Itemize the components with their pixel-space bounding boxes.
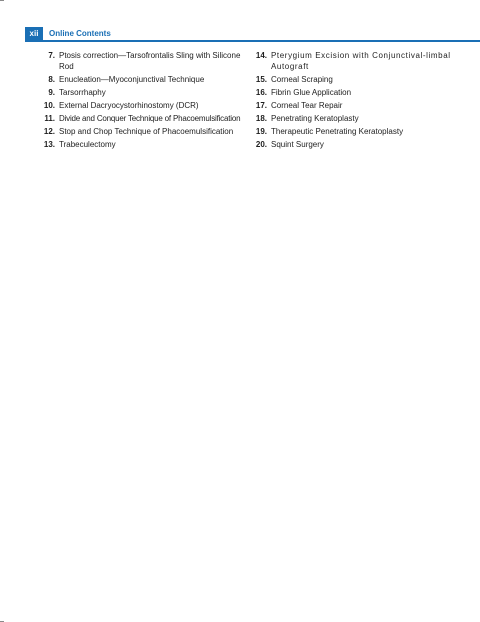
entry-title: Penetrating Keratoplasty: [271, 114, 359, 123]
entry-title: Divide and Conquer Technique of Phacoemulsification: [59, 114, 241, 123]
running-head-title: Online Contents: [49, 29, 111, 38]
entry-number: 11.: [44, 114, 55, 123]
entry-title: Enucleation—Myoconjunctival Technique: [59, 75, 205, 84]
page-number-badge: xii: [25, 27, 43, 40]
entry-number: 8.: [48, 75, 55, 84]
entry-number: 18.: [255, 114, 267, 123]
entry-number: 10.: [43, 101, 55, 110]
toc-entry: [40, 50, 248, 72]
page-header: [0, 27, 480, 40]
toc-entry: [40, 74, 248, 85]
entry-title: Stop and Chop Technique of Phacoemulsification: [59, 127, 234, 136]
toc-entry: [40, 113, 248, 124]
entry-number: 16.: [255, 88, 267, 97]
toc-entry: [40, 139, 248, 150]
toc-entry: [252, 87, 462, 98]
entry-title: Corneal Tear Repair: [271, 101, 343, 110]
toc-entry: [40, 126, 248, 137]
entry-title: Pterygium Excision with Conjunctival-limbal Autograft: [271, 51, 451, 71]
toc-entry: [40, 100, 248, 111]
entry-number: 15.: [255, 75, 267, 84]
toc-entry: [252, 74, 462, 85]
entry-title: Corneal Scraping: [271, 75, 333, 84]
entry-number: 13.: [43, 140, 55, 149]
entry-number: 17.: [255, 101, 267, 110]
crop-mark-top: [0, 0, 4, 1]
entry-title: Ptosis correction—Tarsofrontalis Sling with Silicone Rod: [59, 51, 241, 71]
entry-title: Squint Surgery: [271, 140, 324, 149]
contents-column-left: [40, 50, 248, 152]
toc-entry: [40, 87, 248, 98]
header-rule: [25, 40, 480, 42]
toc-entry: [252, 50, 462, 72]
toc-entry: [252, 100, 462, 111]
entry-title: Tarsorrhaphy: [59, 88, 106, 97]
entry-title: External Dacryocystorhinostomy (DCR): [59, 101, 199, 110]
entry-number: 20.: [255, 140, 267, 149]
toc-entry: [252, 126, 462, 137]
entry-number: 12.: [43, 127, 55, 136]
toc-entry: [252, 113, 462, 124]
entry-number: 14.: [255, 51, 267, 60]
entry-title: Trabeculectomy: [59, 140, 116, 149]
entry-title: Therapeutic Penetrating Keratoplasty: [271, 127, 404, 136]
entry-number: 9.: [48, 88, 55, 97]
contents-column-right: [252, 50, 462, 152]
toc-entry: [252, 139, 462, 150]
entry-title: Fibrin Glue Application: [271, 88, 352, 97]
entry-number: 7.: [48, 51, 55, 60]
entry-number: 19.: [255, 127, 267, 136]
